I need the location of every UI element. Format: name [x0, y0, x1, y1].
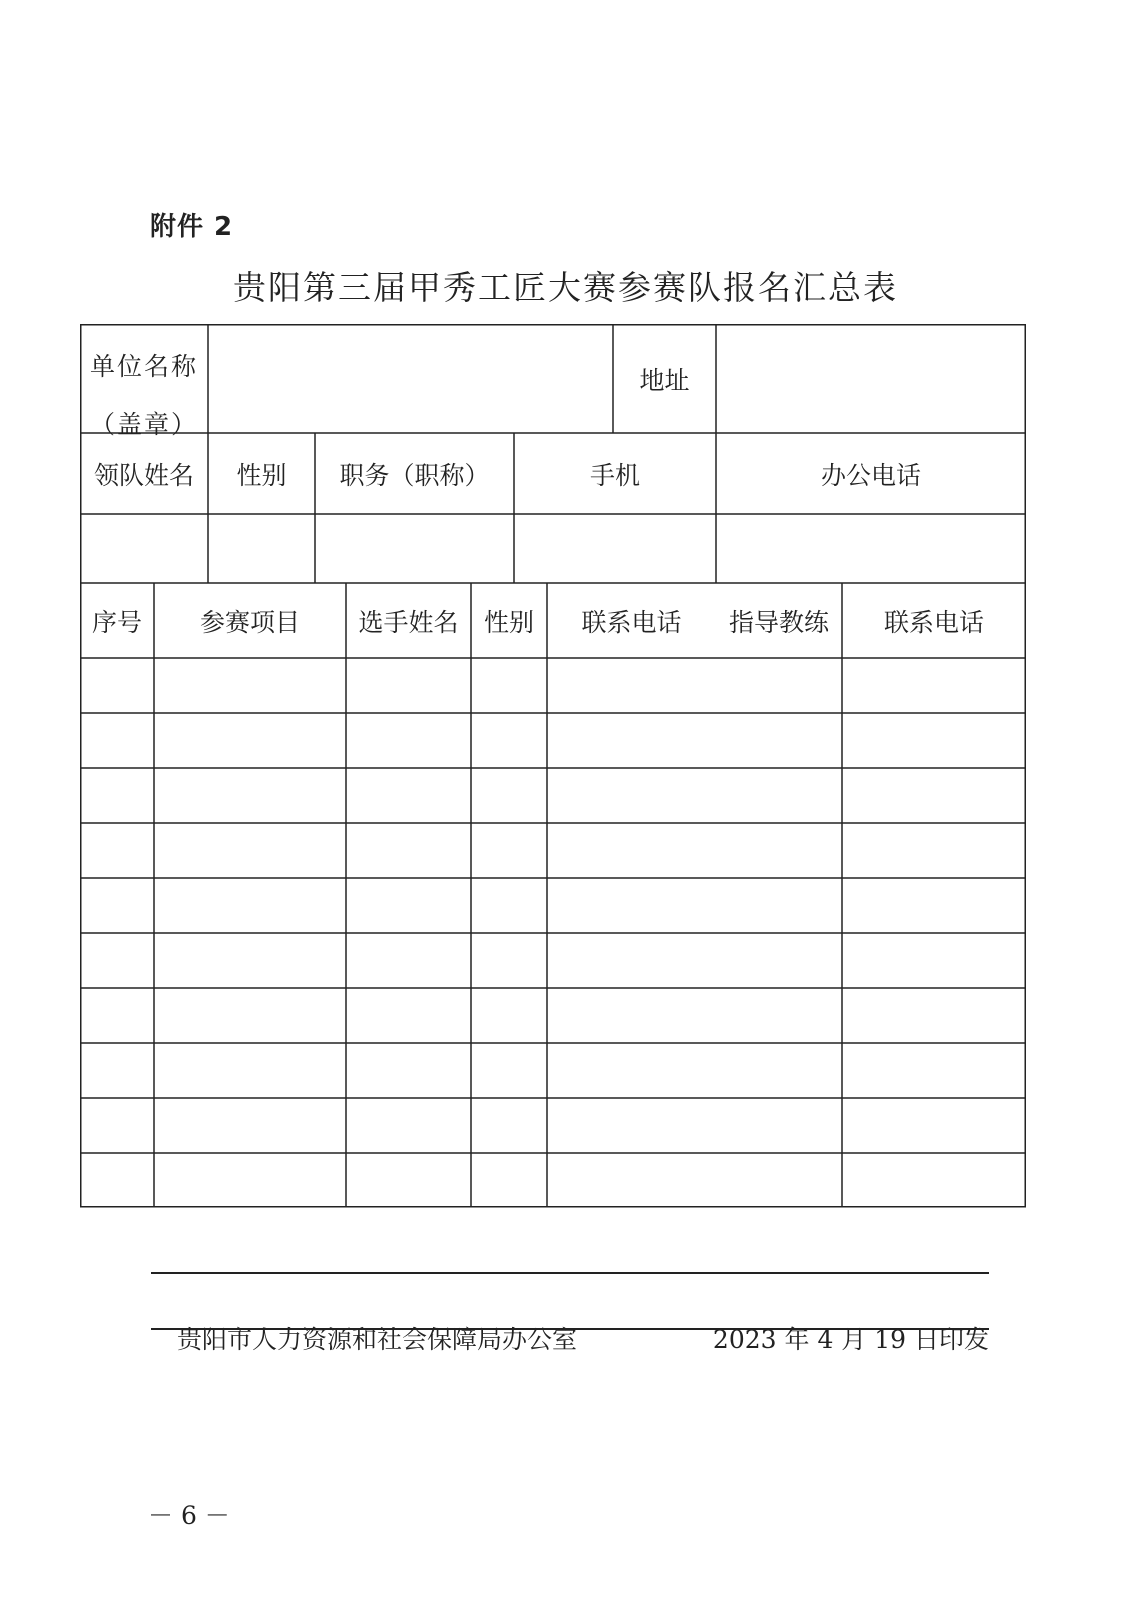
- footer-issuer: 贵阳市人力资源和社会保障局办公室: [177, 1325, 578, 1354]
- contestant-gender-header: 性别: [483, 607, 534, 637]
- attachment-label: 附件 2: [150, 212, 234, 242]
- table-row[interactable]: [80, 768, 1026, 823]
- unit-name-text: 单位名称: [90, 352, 199, 381]
- event-header: 参赛项目: [199, 607, 300, 637]
- leader-position-header: 职务（职称）: [339, 460, 490, 490]
- page-number: － 6 －: [148, 1501, 230, 1530]
- table-row[interactable]: [80, 1043, 1026, 1098]
- unit-name-field[interactable]: [208, 324, 613, 433]
- seq-header: 序号: [91, 607, 142, 637]
- leader-office-phone-header: 办公电话: [820, 460, 921, 490]
- leader-mobile-header: 手机: [589, 460, 640, 490]
- table-row[interactable]: [80, 988, 1026, 1043]
- contestant-phone-header: 联系电话: [581, 607, 682, 637]
- address-field[interactable]: [716, 324, 1026, 433]
- table-row[interactable]: [80, 933, 1026, 988]
- leader-name-header: 领队姓名: [93, 460, 194, 490]
- table-row[interactable]: [80, 823, 1026, 878]
- unit-seal-text: （盖章）: [90, 410, 199, 439]
- form-title: 贵阳第三届甲秀工匠大赛参赛队报名汇总表: [233, 268, 898, 307]
- footer-top-rule: [151, 1272, 989, 1274]
- table-row[interactable]: [80, 1098, 1026, 1153]
- leader-mobile-field[interactable]: [514, 514, 716, 583]
- table-row[interactable]: [80, 713, 1026, 768]
- table-row[interactable]: [80, 878, 1026, 933]
- table-row[interactable]: [80, 658, 1026, 713]
- leader-gender-header: 性别: [236, 460, 287, 490]
- table-row[interactable]: [80, 1153, 1026, 1207]
- registration-table: [80, 324, 1026, 1238]
- address-label: 地址: [639, 365, 690, 395]
- contestant-name-header: 选手姓名: [358, 607, 459, 637]
- leader-gender-field[interactable]: [208, 514, 315, 583]
- coach-phone-header: 联系电话: [883, 607, 984, 637]
- leader-name-field[interactable]: [80, 514, 208, 583]
- footer-bottom-rule: [151, 1328, 989, 1330]
- leader-office-phone-field[interactable]: [716, 514, 1026, 583]
- coach-header: 指导教练: [728, 607, 829, 637]
- footer-date: 2023 年 4 月 19 日印发: [712, 1325, 989, 1354]
- leader-position-field[interactable]: [315, 514, 514, 583]
